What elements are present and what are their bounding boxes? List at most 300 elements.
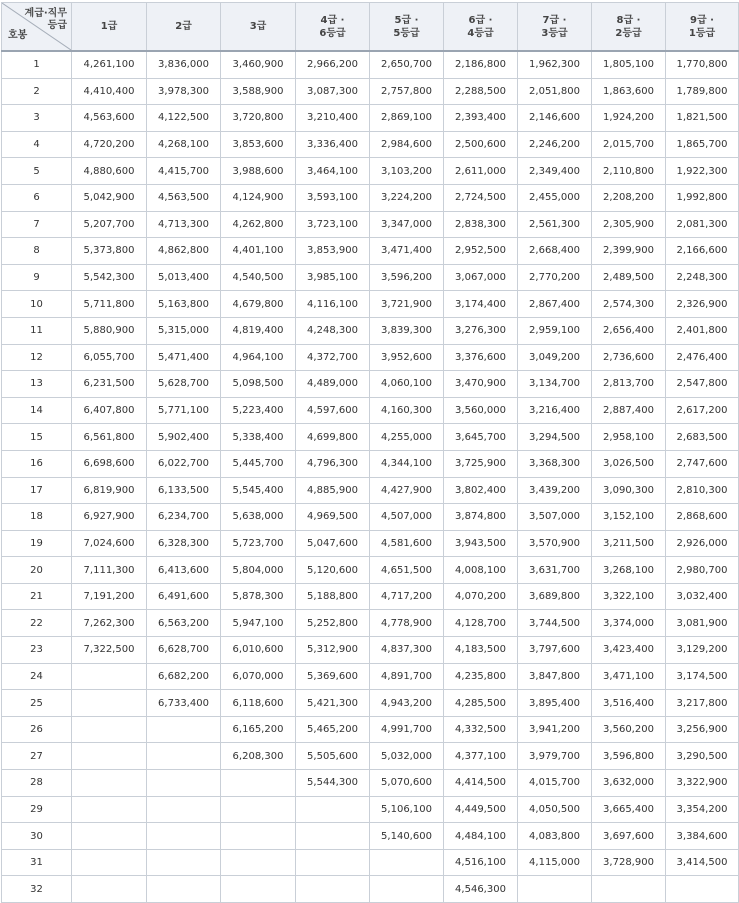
salary-cell: 4,262,800	[221, 211, 296, 238]
table-row	[2, 583, 739, 610]
salary-cell: 5,120,600	[296, 557, 370, 584]
step-cell: 2	[2, 78, 72, 105]
salary-cell: 3,103,200	[370, 158, 444, 185]
salary-cell: 3,632,000	[592, 770, 666, 797]
column-header-line2: 4등급	[467, 27, 494, 39]
corner-top-line2: 등급	[47, 20, 67, 31]
salary-cell: 5,032,000	[370, 743, 444, 770]
salary-cell: 4,720,200	[72, 131, 147, 158]
salary-cell: 6,561,800	[72, 424, 147, 451]
column-header-line2: 5등급	[393, 27, 420, 39]
salary-cell: 5,542,300	[72, 264, 147, 291]
salary-cell: 3,294,500	[518, 424, 592, 451]
salary-cell: 4,183,500	[444, 637, 518, 664]
salary-cell: 4,235,800	[444, 663, 518, 690]
salary-cell: 6,231,500	[72, 371, 147, 398]
salary-cell: 5,098,500	[221, 371, 296, 398]
salary-cell: 4,713,300	[147, 211, 221, 238]
salary-cell: 4,891,700	[370, 663, 444, 690]
salary-cell: 3,090,300	[592, 477, 666, 504]
column-header	[221, 3, 296, 52]
salary-cell: 4,122,500	[147, 105, 221, 132]
salary-cell: 3,943,500	[444, 530, 518, 557]
salary-cell: 2,810,300	[666, 477, 739, 504]
step-cell: 16	[2, 450, 72, 477]
salary-cell: 4,880,600	[72, 158, 147, 185]
salary-cell: 1,962,300	[518, 51, 592, 78]
salary-cell: 3,384,600	[666, 823, 739, 850]
corner-top-label	[25, 8, 67, 32]
salary-cell: 4,050,500	[518, 796, 592, 823]
salary-cell	[296, 849, 370, 876]
salary-cell: 5,047,600	[296, 530, 370, 557]
step-cell: 25	[2, 690, 72, 717]
salary-cell: 2,770,200	[518, 264, 592, 291]
table-row	[2, 530, 739, 557]
salary-cell	[221, 770, 296, 797]
step-cell: 32	[2, 876, 72, 903]
table-row	[2, 211, 739, 238]
salary-cell: 6,010,600	[221, 637, 296, 664]
salary-cell	[147, 743, 221, 770]
salary-cell: 3,174,400	[444, 291, 518, 318]
salary-cell	[221, 876, 296, 903]
salary-cell: 3,081,900	[666, 610, 739, 637]
salary-cell: 3,631,700	[518, 557, 592, 584]
salary-cell: 3,439,200	[518, 477, 592, 504]
column-header	[147, 3, 221, 52]
column-header-line2: 1등급	[688, 27, 716, 39]
salary-cell: 2,476,400	[666, 344, 739, 371]
table-row	[2, 105, 739, 132]
salary-cell: 4,255,000	[370, 424, 444, 451]
salary-cell: 2,724,500	[444, 184, 518, 211]
salary-cell: 3,560,000	[444, 397, 518, 424]
table-row	[2, 344, 739, 371]
salary-cell: 2,966,200	[296, 51, 370, 78]
salary-cell: 4,268,100	[147, 131, 221, 158]
salary-cell: 5,207,700	[72, 211, 147, 238]
salary-cell	[72, 770, 147, 797]
salary-cell: 6,208,300	[221, 743, 296, 770]
salary-cell: 3,336,400	[296, 131, 370, 158]
salary-cell: 5,471,400	[147, 344, 221, 371]
salary-cell: 2,736,600	[592, 344, 666, 371]
step-cell: 21	[2, 583, 72, 610]
salary-cell: 4,124,900	[221, 184, 296, 211]
column-header	[592, 3, 666, 52]
salary-cell: 1,865,700	[666, 131, 739, 158]
salary-cell: 3,460,900	[221, 51, 296, 78]
salary-cell: 2,757,800	[370, 78, 444, 105]
salary-cell: 6,698,600	[72, 450, 147, 477]
salary-cell: 6,733,400	[147, 690, 221, 717]
column-header	[444, 3, 518, 52]
salary-cell: 2,393,400	[444, 105, 518, 132]
salary-cell: 4,597,600	[296, 397, 370, 424]
salary-cell: 7,111,300	[72, 557, 147, 584]
table-row	[2, 238, 739, 265]
salary-cell	[221, 796, 296, 823]
salary-cell: 2,668,400	[518, 238, 592, 265]
salary-cell: 5,545,400	[221, 477, 296, 504]
salary-cell: 3,978,300	[147, 78, 221, 105]
salary-cell: 2,867,400	[518, 291, 592, 318]
salary-cell	[221, 823, 296, 850]
table-row	[2, 796, 739, 823]
step-cell: 9	[2, 264, 72, 291]
table-row	[2, 876, 739, 903]
table-row	[2, 823, 739, 850]
salary-cell: 2,500,600	[444, 131, 518, 158]
salary-cell: 3,322,100	[592, 583, 666, 610]
salary-cell: 4,546,300	[444, 876, 518, 903]
step-cell: 14	[2, 397, 72, 424]
salary-cell: 5,013,400	[147, 264, 221, 291]
salary-cell: 3,134,700	[518, 371, 592, 398]
column-header-line2: 6등급	[319, 27, 346, 39]
column-header	[666, 3, 739, 52]
salary-cell: 4,401,100	[221, 238, 296, 265]
salary-cell: 3,988,600	[221, 158, 296, 185]
salary-cell: 3,839,300	[370, 317, 444, 344]
step-cell: 28	[2, 770, 72, 797]
salary-cell: 4,128,700	[444, 610, 518, 637]
salary-cell: 3,645,700	[444, 424, 518, 451]
salary-cell: 2,984,600	[370, 131, 444, 158]
salary-cell: 2,952,500	[444, 238, 518, 265]
salary-cell: 6,819,900	[72, 477, 147, 504]
salary-cell: 3,464,100	[296, 158, 370, 185]
salary-cell: 2,838,300	[444, 211, 518, 238]
salary-cell: 4,943,200	[370, 690, 444, 717]
column-header-line2: 2등급	[615, 27, 642, 39]
table-row	[2, 291, 739, 318]
salary-cell: 3,895,400	[518, 690, 592, 717]
step-cell: 8	[2, 238, 72, 265]
salary-cell: 3,470,900	[444, 371, 518, 398]
table-row	[2, 450, 739, 477]
salary-cell: 5,140,600	[370, 823, 444, 850]
salary-cell: 4,372,700	[296, 344, 370, 371]
salary-cell: 6,682,200	[147, 663, 221, 690]
salary-cell: 2,399,900	[592, 238, 666, 265]
table-body	[2, 51, 739, 903]
salary-cell: 6,165,200	[221, 716, 296, 743]
column-header-line1: 1급	[100, 21, 118, 32]
step-cell: 10	[2, 291, 72, 318]
salary-cell: 3,723,100	[296, 211, 370, 238]
table-row	[2, 557, 739, 584]
salary-cell	[296, 823, 370, 850]
column-header-line2: 3등급	[541, 27, 568, 39]
salary-cell: 2,869,100	[370, 105, 444, 132]
table-row	[2, 51, 739, 78]
salary-cell: 5,445,700	[221, 450, 296, 477]
salary-cell: 3,721,900	[370, 291, 444, 318]
salary-cell: 5,723,700	[221, 530, 296, 557]
salary-cell: 5,638,000	[221, 504, 296, 531]
salary-cell: 4,248,300	[296, 317, 370, 344]
salary-table	[1, 2, 739, 903]
salary-cell: 3,725,900	[444, 450, 518, 477]
salary-cell: 6,133,500	[147, 477, 221, 504]
salary-cell: 2,926,000	[666, 530, 739, 557]
salary-cell: 4,410,400	[72, 78, 147, 105]
salary-cell: 3,802,400	[444, 477, 518, 504]
column-header	[296, 3, 370, 52]
salary-cell: 3,697,600	[592, 823, 666, 850]
salary-cell: 6,234,700	[147, 504, 221, 531]
salary-cell: 3,129,200	[666, 637, 739, 664]
salary-cell: 4,377,100	[444, 743, 518, 770]
salary-cell: 3,744,500	[518, 610, 592, 637]
salary-cell: 3,067,000	[444, 264, 518, 291]
salary-cell: 6,413,600	[147, 557, 221, 584]
salary-cell: 5,465,200	[296, 716, 370, 743]
salary-cell: 3,847,800	[518, 663, 592, 690]
salary-cell: 5,042,900	[72, 184, 147, 211]
salary-cell: 6,328,300	[147, 530, 221, 557]
step-cell: 6	[2, 184, 72, 211]
table-row	[2, 504, 739, 531]
salary-cell: 3,471,400	[370, 238, 444, 265]
column-header-line1: 7급 ·	[542, 14, 567, 26]
salary-cell: 4,819,400	[221, 317, 296, 344]
salary-cell: 6,070,000	[221, 663, 296, 690]
salary-cell	[147, 876, 221, 903]
salary-cell: 2,246,200	[518, 131, 592, 158]
salary-cell	[147, 796, 221, 823]
salary-cell	[72, 690, 147, 717]
salary-cell: 5,804,000	[221, 557, 296, 584]
salary-cell: 5,163,800	[147, 291, 221, 318]
salary-cell: 4,679,800	[221, 291, 296, 318]
salary-cell: 6,022,700	[147, 450, 221, 477]
salary-cell: 1,992,800	[666, 184, 739, 211]
table-row	[2, 770, 739, 797]
salary-cell: 5,880,900	[72, 317, 147, 344]
table-row	[2, 663, 739, 690]
salary-cell: 2,561,300	[518, 211, 592, 238]
table-row	[2, 184, 739, 211]
salary-cell: 4,008,100	[444, 557, 518, 584]
salary-cell: 5,373,800	[72, 238, 147, 265]
salary-cell: 2,813,700	[592, 371, 666, 398]
salary-cell	[72, 796, 147, 823]
salary-cell	[72, 823, 147, 850]
salary-cell: 6,407,800	[72, 397, 147, 424]
salary-cell: 4,837,300	[370, 637, 444, 664]
salary-cell: 5,338,400	[221, 424, 296, 451]
step-cell: 30	[2, 823, 72, 850]
salary-cell: 4,414,500	[444, 770, 518, 797]
salary-cell: 4,261,100	[72, 51, 147, 78]
salary-cell: 2,489,500	[592, 264, 666, 291]
salary-cell: 3,087,300	[296, 78, 370, 105]
salary-cell: 5,312,900	[296, 637, 370, 664]
salary-cell: 2,959,100	[518, 317, 592, 344]
salary-cell: 2,146,600	[518, 105, 592, 132]
salary-cell: 1,821,500	[666, 105, 739, 132]
salary-cell: 4,796,300	[296, 450, 370, 477]
salary-cell: 4,160,300	[370, 397, 444, 424]
salary-cell	[147, 823, 221, 850]
salary-cell: 2,186,800	[444, 51, 518, 78]
salary-cell: 3,516,400	[592, 690, 666, 717]
step-cell: 11	[2, 317, 72, 344]
salary-cell: 2,650,700	[370, 51, 444, 78]
salary-cell: 2,747,600	[666, 450, 739, 477]
salary-cell: 2,208,200	[592, 184, 666, 211]
salary-cell: 5,223,400	[221, 397, 296, 424]
table-row	[2, 637, 739, 664]
salary-cell: 3,985,100	[296, 264, 370, 291]
step-cell: 17	[2, 477, 72, 504]
salary-cell: 1,863,600	[592, 78, 666, 105]
salary-cell: 4,540,500	[221, 264, 296, 291]
salary-cell: 3,471,100	[592, 663, 666, 690]
step-cell: 18	[2, 504, 72, 531]
step-cell: 7	[2, 211, 72, 238]
salary-cell: 3,217,800	[666, 690, 739, 717]
table-header	[2, 3, 739, 52]
salary-cell: 4,116,100	[296, 291, 370, 318]
step-cell: 20	[2, 557, 72, 584]
salary-cell: 4,415,700	[147, 158, 221, 185]
salary-cell: 3,570,900	[518, 530, 592, 557]
salary-cell: 3,026,500	[592, 450, 666, 477]
step-cell: 22	[2, 610, 72, 637]
salary-cell: 3,979,700	[518, 743, 592, 770]
table-row	[2, 610, 739, 637]
salary-cell: 4,991,700	[370, 716, 444, 743]
column-header-line1: 6급 ·	[468, 14, 493, 26]
salary-cell	[72, 716, 147, 743]
salary-cell: 3,322,900	[666, 770, 739, 797]
salary-cell: 5,252,800	[296, 610, 370, 637]
salary-cell: 5,628,700	[147, 371, 221, 398]
salary-cell: 3,665,400	[592, 796, 666, 823]
salary-cell	[72, 743, 147, 770]
salary-cell: 3,593,100	[296, 184, 370, 211]
table-row	[2, 743, 739, 770]
salary-cell	[592, 876, 666, 903]
salary-cell	[296, 876, 370, 903]
salary-cell: 1,789,800	[666, 78, 739, 105]
step-cell: 5	[2, 158, 72, 185]
step-cell: 26	[2, 716, 72, 743]
salary-cell: 2,958,100	[592, 424, 666, 451]
salary-cell: 5,315,000	[147, 317, 221, 344]
salary-cell: 5,421,300	[296, 690, 370, 717]
salary-cell: 6,491,600	[147, 583, 221, 610]
table-row	[2, 477, 739, 504]
salary-cell: 3,268,100	[592, 557, 666, 584]
salary-cell: 6,563,200	[147, 610, 221, 637]
step-cell: 12	[2, 344, 72, 371]
salary-cell: 5,070,600	[370, 770, 444, 797]
corner-bottom-label: 호봉	[8, 30, 28, 41]
salary-cell: 4,862,800	[147, 238, 221, 265]
salary-cell: 2,326,900	[666, 291, 739, 318]
salary-cell: 2,110,800	[592, 158, 666, 185]
salary-cell: 2,617,200	[666, 397, 739, 424]
salary-cell: 2,683,500	[666, 424, 739, 451]
salary-cell: 4,964,100	[221, 344, 296, 371]
salary-cell: 5,902,400	[147, 424, 221, 451]
salary-cell: 4,285,500	[444, 690, 518, 717]
salary-cell: 2,401,800	[666, 317, 739, 344]
salary-cell: 3,689,800	[518, 583, 592, 610]
salary-cell: 4,516,100	[444, 849, 518, 876]
salary-cell: 4,060,100	[370, 371, 444, 398]
salary-cell: 2,656,400	[592, 317, 666, 344]
salary-cell	[147, 849, 221, 876]
salary-cell: 4,449,500	[444, 796, 518, 823]
salary-cell: 7,322,500	[72, 637, 147, 664]
salary-cell: 4,484,100	[444, 823, 518, 850]
corner-header	[2, 3, 72, 52]
column-header-line1: 9급 ·	[690, 14, 714, 26]
salary-cell: 4,563,500	[147, 184, 221, 211]
salary-cell: 4,015,700	[518, 770, 592, 797]
table-row	[2, 424, 739, 451]
salary-cell: 2,015,700	[592, 131, 666, 158]
salary-cell: 4,778,900	[370, 610, 444, 637]
table-row	[2, 317, 739, 344]
salary-cell: 2,081,300	[666, 211, 739, 238]
step-cell: 29	[2, 796, 72, 823]
salary-cell: 3,290,500	[666, 743, 739, 770]
step-cell: 13	[2, 371, 72, 398]
salary-cell: 3,216,400	[518, 397, 592, 424]
salary-cell: 3,797,600	[518, 637, 592, 664]
column-header	[370, 3, 444, 52]
salary-cell: 2,868,600	[666, 504, 739, 531]
salary-cell: 1,805,100	[592, 51, 666, 78]
salary-cell	[296, 796, 370, 823]
salary-cell: 3,874,800	[444, 504, 518, 531]
header-row	[2, 3, 739, 52]
salary-cell: 4,885,900	[296, 477, 370, 504]
salary-cell: 4,115,000	[518, 849, 592, 876]
salary-cell: 5,188,800	[296, 583, 370, 610]
salary-cell: 5,505,600	[296, 743, 370, 770]
step-cell: 23	[2, 637, 72, 664]
salary-cell: 3,952,600	[370, 344, 444, 371]
salary-cell: 3,256,900	[666, 716, 739, 743]
salary-cell: 2,349,400	[518, 158, 592, 185]
salary-cell	[72, 663, 147, 690]
table-row	[2, 849, 739, 876]
salary-cell: 3,211,500	[592, 530, 666, 557]
salary-cell: 4,581,600	[370, 530, 444, 557]
salary-cell: 3,507,000	[518, 504, 592, 531]
salary-cell: 3,049,200	[518, 344, 592, 371]
salary-cell: 3,032,400	[666, 583, 739, 610]
salary-cell: 3,276,300	[444, 317, 518, 344]
salary-cell	[666, 876, 739, 903]
salary-cell: 2,980,700	[666, 557, 739, 584]
salary-cell: 5,544,300	[296, 770, 370, 797]
salary-cell	[221, 849, 296, 876]
column-header-line1: 4급 ·	[320, 14, 345, 26]
table-row	[2, 158, 739, 185]
step-cell: 4	[2, 131, 72, 158]
salary-cell: 3,596,800	[592, 743, 666, 770]
salary-cell: 4,427,900	[370, 477, 444, 504]
